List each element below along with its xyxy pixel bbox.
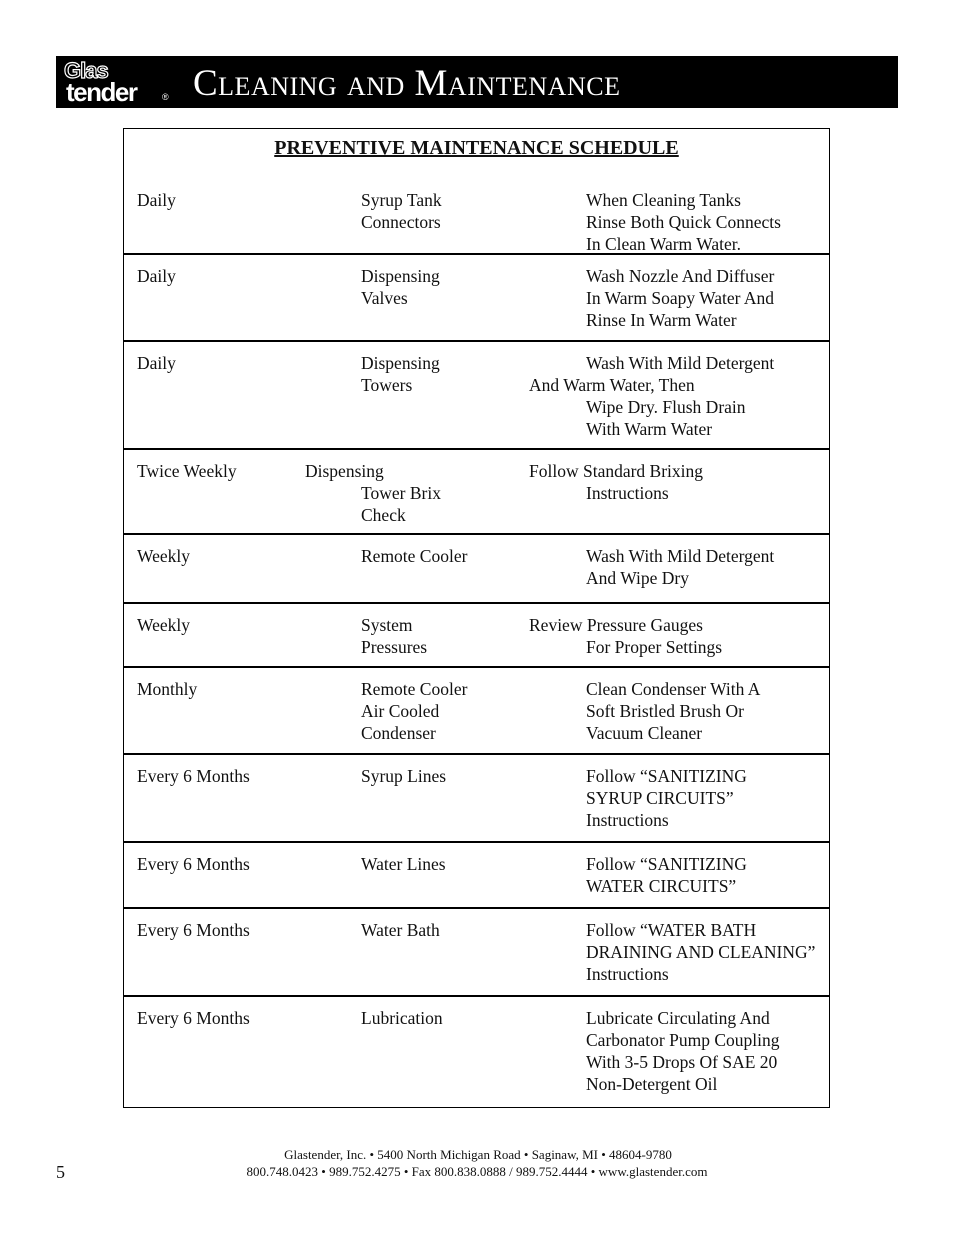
item-cell-line: Connectors — [361, 212, 441, 232]
page-number: 5 — [56, 1162, 65, 1182]
logo-tender-text: tender — [66, 77, 137, 107]
schedule-row — [124, 755, 829, 843]
frequency-cell: Every 6 Months — [137, 854, 250, 874]
header-bar — [56, 56, 898, 108]
action-cell-line: SYRUP CIRCUITS” — [586, 788, 734, 808]
frequency-cell: Every 6 Months — [137, 766, 250, 786]
action-cell-line: Follow “SANITIZING — [586, 854, 747, 874]
action-cell-line: Instructions — [586, 810, 669, 830]
item-cell-line: Water Lines — [361, 854, 446, 874]
action-cell-line: Review Pressure Gauges — [529, 615, 703, 635]
action-cell-line: Instructions — [586, 964, 669, 984]
item-cell-line: Dispensing — [305, 461, 384, 481]
item-cell-line: Remote Cooler — [361, 546, 468, 566]
action-cell-line: And Warm Water, Then — [529, 375, 695, 395]
item-cell-line: Water Bath — [361, 920, 440, 940]
frequency-cell: Weekly — [137, 615, 191, 635]
logo-glas-text: Glas — [64, 58, 108, 83]
glastender-logo — [62, 60, 172, 106]
action-cell-line: Clean Condenser With A — [586, 679, 761, 699]
frequency-cell: Monthly — [137, 679, 198, 699]
frequency-cell: Daily — [137, 190, 176, 210]
action-cell-line: Rinse In Warm Water — [586, 310, 737, 330]
action-cell-line: Wash Nozzle And Diffuser — [586, 266, 775, 286]
item-cell-line: Check — [361, 505, 406, 525]
schedule-row — [124, 174, 829, 255]
item-cell-line: Remote Cooler — [361, 679, 468, 699]
action-cell-line: WATER CIRCUITS” — [586, 876, 737, 896]
action-cell-line: Instructions — [586, 483, 669, 503]
frequency-cell: Daily — [137, 266, 176, 286]
schedule-row — [124, 604, 829, 668]
schedule-row — [124, 255, 829, 342]
item-cell-line: Syrup Lines — [361, 766, 447, 786]
action-cell-line: Follow “SANITIZING — [586, 766, 747, 786]
frequency-cell: Weekly — [137, 546, 191, 566]
action-cell-line: DRAINING AND CLEANING” — [586, 942, 816, 962]
item-cell-line: Tower Brix — [361, 483, 441, 503]
action-cell-line: Carbonator Pump Coupling — [586, 1030, 780, 1050]
action-cell-line: Wash With Mild Detergent — [586, 353, 775, 373]
registered-mark: ® — [162, 92, 169, 102]
frequency-cell: Daily — [137, 353, 176, 373]
item-cell-line: Pressures — [361, 637, 428, 657]
item-cell-line: Lubrication — [361, 1008, 443, 1028]
maintenance-schedule-table — [123, 128, 830, 1108]
item-cell-line: Valves — [361, 288, 408, 308]
schedule-row — [124, 843, 829, 909]
action-cell-line: With Warm Water — [586, 419, 713, 439]
action-cell-line: Wipe Dry. Flush Drain — [586, 397, 746, 417]
action-cell-line: Rinse Both Quick Connects — [586, 212, 781, 232]
item-cell-line: Dispensing — [361, 266, 440, 286]
page-title: Cleaning and Maintenance — [193, 63, 621, 104]
schedule-row — [124, 668, 829, 755]
item-cell-line: Condenser — [361, 723, 436, 743]
item-cell-line: Syrup Tank — [361, 190, 442, 210]
action-cell-line: Follow Standard Brixing — [529, 461, 704, 481]
footer-address: Glastender, Inc. • 5400 North Michigan Road • Saginaw, MI • 48604-9780 — [284, 1147, 672, 1162]
action-cell-line: Non-Detergent Oil — [586, 1074, 718, 1094]
frequency-cell: Every 6 Months — [137, 1008, 250, 1028]
schedule-row — [124, 342, 829, 450]
action-cell-line: For Proper Settings — [586, 637, 723, 657]
action-cell-line: In Clean Warm Water. — [586, 234, 741, 254]
schedule-row — [124, 997, 829, 1107]
schedule-row — [124, 450, 829, 535]
action-cell-line: Soft Bristled Brush Or — [586, 701, 744, 721]
schedule-heading: PREVENTIVE MAINTENANCE SCHEDULE — [274, 137, 679, 159]
item-cell-line: Dispensing — [361, 353, 440, 373]
item-cell-line: System — [361, 615, 413, 635]
item-cell-line: Air Cooled — [361, 701, 440, 721]
action-cell-line: When Cleaning Tanks — [586, 190, 741, 210]
action-cell-line: And Wipe Dry — [586, 568, 689, 588]
schedule-row — [124, 909, 829, 997]
frequency-cell: Twice Weekly — [137, 461, 237, 481]
item-cell-line: Towers — [361, 375, 413, 395]
action-cell-line: Follow “WATER BATH — [586, 920, 757, 940]
footer-contact: 800.748.0423 • 989.752.4275 • Fax 800.838.0888 / 989.752.4444 • www.glastender.com — [246, 1164, 708, 1179]
action-cell-line: In Warm Soapy Water And — [586, 288, 775, 308]
schedule-row — [124, 535, 829, 604]
action-cell-line: Vacuum Cleaner — [586, 723, 703, 743]
action-cell-line: Lubricate Circulating And — [586, 1008, 770, 1028]
action-cell-line: Wash With Mild Detergent — [586, 546, 775, 566]
frequency-cell: Every 6 Months — [137, 920, 250, 940]
action-cell-line: With 3-5 Drops Of SAE 20 — [586, 1052, 778, 1072]
